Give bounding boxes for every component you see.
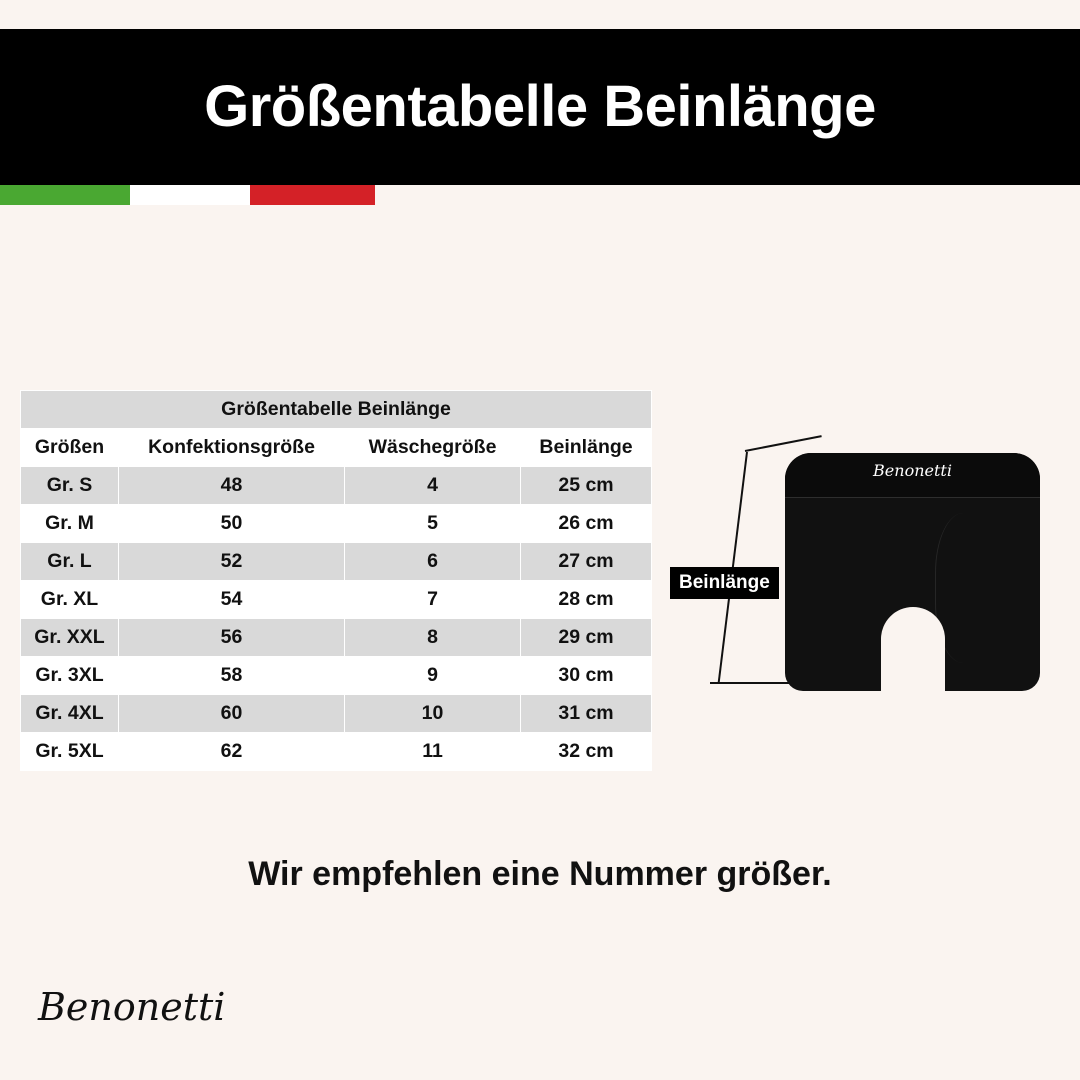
flag-stripe-green xyxy=(0,185,130,205)
table-row xyxy=(21,695,652,733)
cell-size: Gr. L xyxy=(21,543,119,581)
measure-guide-top-line xyxy=(745,435,822,452)
cell-beinlaenge: 27 cm xyxy=(521,543,652,581)
header-banner xyxy=(0,29,1080,185)
cell-waeschegroesse: 10 xyxy=(345,695,521,733)
table-row xyxy=(21,581,652,619)
column-header-sizes: Größen xyxy=(21,429,119,467)
cell-waeschegroesse: 6 xyxy=(345,543,521,581)
cell-beinlaenge: 25 cm xyxy=(521,467,652,505)
table-row xyxy=(21,657,652,695)
brand-logo: Benonetti xyxy=(38,985,226,1029)
cell-size: Gr. M xyxy=(21,505,119,543)
cell-size: Gr. 3XL xyxy=(21,657,119,695)
table-caption: Größentabelle Beinlänge xyxy=(21,391,652,429)
column-header-beinlaenge: Beinlänge xyxy=(521,429,652,467)
cell-size: Gr. 5XL xyxy=(21,733,119,771)
table-row xyxy=(21,619,652,657)
cell-waeschegroesse: 9 xyxy=(345,657,521,695)
cell-size: Gr. XXL xyxy=(21,619,119,657)
product-illustration xyxy=(660,420,1060,750)
boxer-crotch-cutout xyxy=(881,607,945,693)
cell-beinlaenge: 29 cm xyxy=(521,619,652,657)
cell-size: Gr. XL xyxy=(21,581,119,619)
table-row xyxy=(21,733,652,771)
waistband-brand-text: Benonetti xyxy=(873,461,952,480)
cell-konfektionsgroesse: 50 xyxy=(119,505,345,543)
cell-waeschegroesse: 7 xyxy=(345,581,521,619)
cell-konfektionsgroesse: 48 xyxy=(119,467,345,505)
table-row xyxy=(21,543,652,581)
cell-size: Gr. 4XL xyxy=(21,695,119,733)
flag-stripe-red xyxy=(250,185,375,205)
column-header-konfektionsgroesse: Konfektionsgröße xyxy=(119,429,345,467)
cell-konfektionsgroesse: 54 xyxy=(119,581,345,619)
boxer-seam xyxy=(935,513,1006,663)
cell-waeschegroesse: 8 xyxy=(345,619,521,657)
cell-waeschegroesse: 4 xyxy=(345,467,521,505)
cell-waeschegroesse: 5 xyxy=(345,505,521,543)
column-header-waeschegroesse: Wäschegröße xyxy=(345,429,521,467)
cell-konfektionsgroesse: 56 xyxy=(119,619,345,657)
flag-stripe-white xyxy=(130,185,250,205)
cell-konfektionsgroesse: 62 xyxy=(119,733,345,771)
cell-konfektionsgroesse: 60 xyxy=(119,695,345,733)
table-row xyxy=(21,467,652,505)
cell-konfektionsgroesse: 58 xyxy=(119,657,345,695)
size-table-container xyxy=(20,390,652,771)
table-caption-row xyxy=(21,391,652,429)
table-header-row xyxy=(21,429,652,467)
cell-waeschegroesse: 11 xyxy=(345,733,521,771)
measure-label: Beinlänge xyxy=(670,567,779,599)
cell-beinlaenge: 32 cm xyxy=(521,733,652,771)
cell-beinlaenge: 31 cm xyxy=(521,695,652,733)
size-table xyxy=(20,390,652,771)
table-row xyxy=(21,505,652,543)
italian-flag-accent xyxy=(0,185,375,205)
cell-size: Gr. S xyxy=(21,467,119,505)
cell-beinlaenge: 30 cm xyxy=(521,657,652,695)
cell-beinlaenge: 28 cm xyxy=(521,581,652,619)
page-title: Größentabelle Beinlänge xyxy=(204,74,876,139)
recommendation-text: Wir empfehlen eine Nummer größer. xyxy=(248,855,832,893)
cell-beinlaenge: 26 cm xyxy=(521,505,652,543)
cell-konfektionsgroesse: 52 xyxy=(119,543,345,581)
boxer-brief-image xyxy=(785,453,1040,691)
